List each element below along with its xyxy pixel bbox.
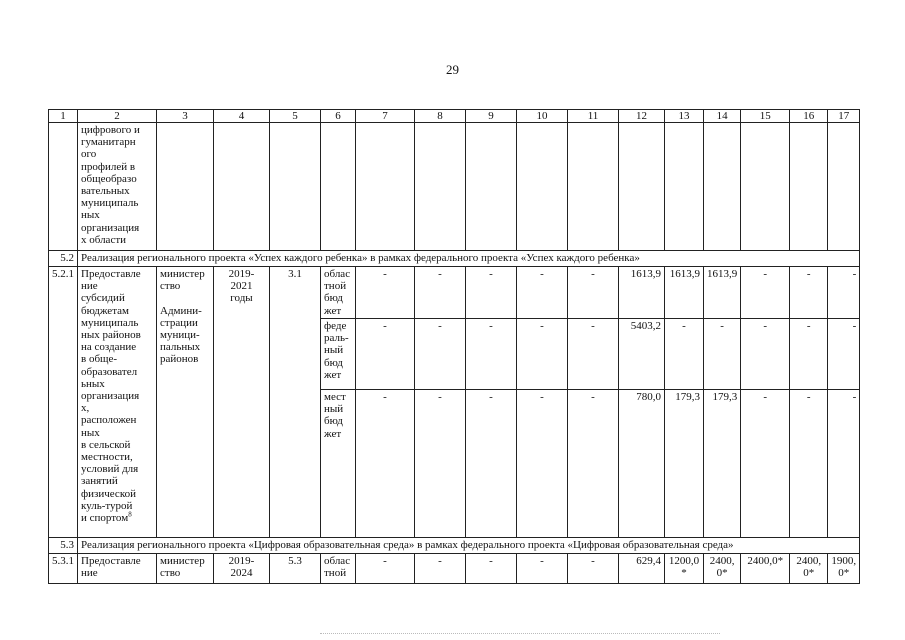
value-cell: 2400, 0*: [704, 554, 741, 584]
page-number: 29: [446, 62, 459, 77]
value-cell: -: [466, 390, 517, 538]
value-cell: -: [415, 554, 466, 584]
col-number: 5: [270, 110, 321, 123]
value-cell: -: [568, 390, 619, 538]
value-cell: -: [568, 267, 619, 319]
cell: [356, 123, 415, 251]
value-cell: -: [790, 319, 828, 390]
col-number: 4: [214, 110, 270, 123]
item-reference: 5.3: [270, 554, 321, 584]
value-cell: -: [356, 390, 415, 538]
value-cell: 780,0: [619, 390, 665, 538]
footnote-mark: 8: [128, 510, 132, 519]
value-cell: -: [828, 319, 860, 390]
funding-source: облас тной: [321, 554, 356, 584]
col-number: 7: [356, 110, 415, 123]
value-cell: -: [828, 267, 860, 319]
value-cell: -: [356, 554, 415, 584]
col-number: 17: [828, 110, 860, 123]
cell: [270, 123, 321, 251]
value-cell: -: [704, 319, 741, 390]
col-number: 1: [49, 110, 78, 123]
value-cell: 179,3: [704, 390, 741, 538]
section-row-5-3: [49, 538, 860, 554]
item-row-5-3-1: [49, 554, 860, 584]
value-cell: -: [790, 390, 828, 538]
col-number: 15: [741, 110, 790, 123]
value-cell: 5403,2: [619, 319, 665, 390]
funding-source: мест ный бюд жет: [321, 390, 356, 538]
value-cell: -: [466, 267, 517, 319]
scan-artifact-line: [320, 633, 720, 635]
value-cell: -: [415, 319, 466, 390]
value-cell: 1613,9: [704, 267, 741, 319]
item-executor: министер ство Админи- страции муници- пальных районов: [157, 267, 214, 538]
cell: [665, 123, 704, 251]
value-cell: 2400, 0*: [790, 554, 828, 584]
cell: [619, 123, 665, 251]
col-number: 16: [790, 110, 828, 123]
col-number: 3: [157, 110, 214, 123]
cell: [568, 123, 619, 251]
value-cell: 1613,9: [665, 267, 704, 319]
cell: [214, 123, 270, 251]
value-cell: 179,3: [665, 390, 704, 538]
col-number: 8: [415, 110, 466, 123]
cell: [517, 123, 568, 251]
value-cell: 629,4: [619, 554, 665, 584]
section-number: 5.3: [49, 538, 78, 554]
col-number: 11: [568, 110, 619, 123]
item-executor: министер ство: [157, 554, 214, 584]
item-number: 5.2.1: [49, 267, 78, 538]
cell: [828, 123, 860, 251]
item-name: Предоставле ние: [78, 554, 157, 584]
col-number: 2: [78, 110, 157, 123]
value-cell: -: [790, 267, 828, 319]
value-cell: -: [665, 319, 704, 390]
col-number: 14: [704, 110, 741, 123]
item-name: [78, 267, 157, 538]
section-number: 5.2: [49, 251, 78, 267]
cell: [49, 123, 78, 251]
value-cell: -: [517, 319, 568, 390]
value-cell: -: [356, 267, 415, 319]
cell: [466, 123, 517, 251]
value-cell: -: [356, 319, 415, 390]
value-cell: -: [517, 554, 568, 584]
cell: [321, 123, 356, 251]
funding-source: облас тной бюд жет: [321, 267, 356, 319]
item-name-continued: цифрового и гуманитарн ого профилей в общеобразо вательных муниципаль ных организация х области: [78, 123, 157, 251]
col-number: 13: [665, 110, 704, 123]
cell: [157, 123, 214, 251]
value-cell: -: [741, 319, 790, 390]
item-period: 2019- 2021 годы: [214, 267, 270, 538]
item-period: 2019- 2024: [214, 554, 270, 584]
cell: [704, 123, 741, 251]
value-cell: 1900, 0*: [828, 554, 860, 584]
value-cell: 1200,0 *: [665, 554, 704, 584]
value-cell: -: [568, 319, 619, 390]
col-number: 9: [466, 110, 517, 123]
continuation-row: [49, 123, 860, 251]
item-reference: 3.1: [270, 267, 321, 538]
col-number: 12: [619, 110, 665, 123]
value-cell: -: [517, 267, 568, 319]
item-name-text: Предоставле ние субсидий бюджетам муниципаль ных районов на создание в обще- образовател ьных организация х, расположен ных в сельской местности, условий для занятий физической куль-турой и спортом: [81, 268, 141, 525]
value-cell: -: [415, 390, 466, 538]
section-title: Реализация регионального проекта «Цифровая образовательная среда» в рамках федерального проекта «Цифровая образовательная среда»: [78, 538, 860, 554]
value-cell: -: [466, 554, 517, 584]
value-cell: -: [741, 267, 790, 319]
value-cell: 2400,0*: [741, 554, 790, 584]
cell: [790, 123, 828, 251]
value-cell: -: [466, 319, 517, 390]
column-number-row: [49, 110, 860, 123]
section-row-5-2: [49, 251, 860, 267]
program-table: [48, 109, 860, 584]
cell: [415, 123, 466, 251]
value-cell: -: [828, 390, 860, 538]
item-number: 5.3.1: [49, 554, 78, 584]
funding-source: феде раль- ный бюд жет: [321, 319, 356, 390]
col-number: 10: [517, 110, 568, 123]
value-cell: -: [568, 554, 619, 584]
section-title: Реализация регионального проекта «Успех каждого ребенка» в рамках федерального проекта «Успех каждого ребенка»: [78, 251, 860, 267]
cell: [741, 123, 790, 251]
value-cell: 1613,9: [619, 267, 665, 319]
col-number: 6: [321, 110, 356, 123]
value-cell: -: [517, 390, 568, 538]
value-cell: -: [741, 390, 790, 538]
value-cell: -: [415, 267, 466, 319]
item-row-5-2-1-regional: [49, 267, 860, 319]
